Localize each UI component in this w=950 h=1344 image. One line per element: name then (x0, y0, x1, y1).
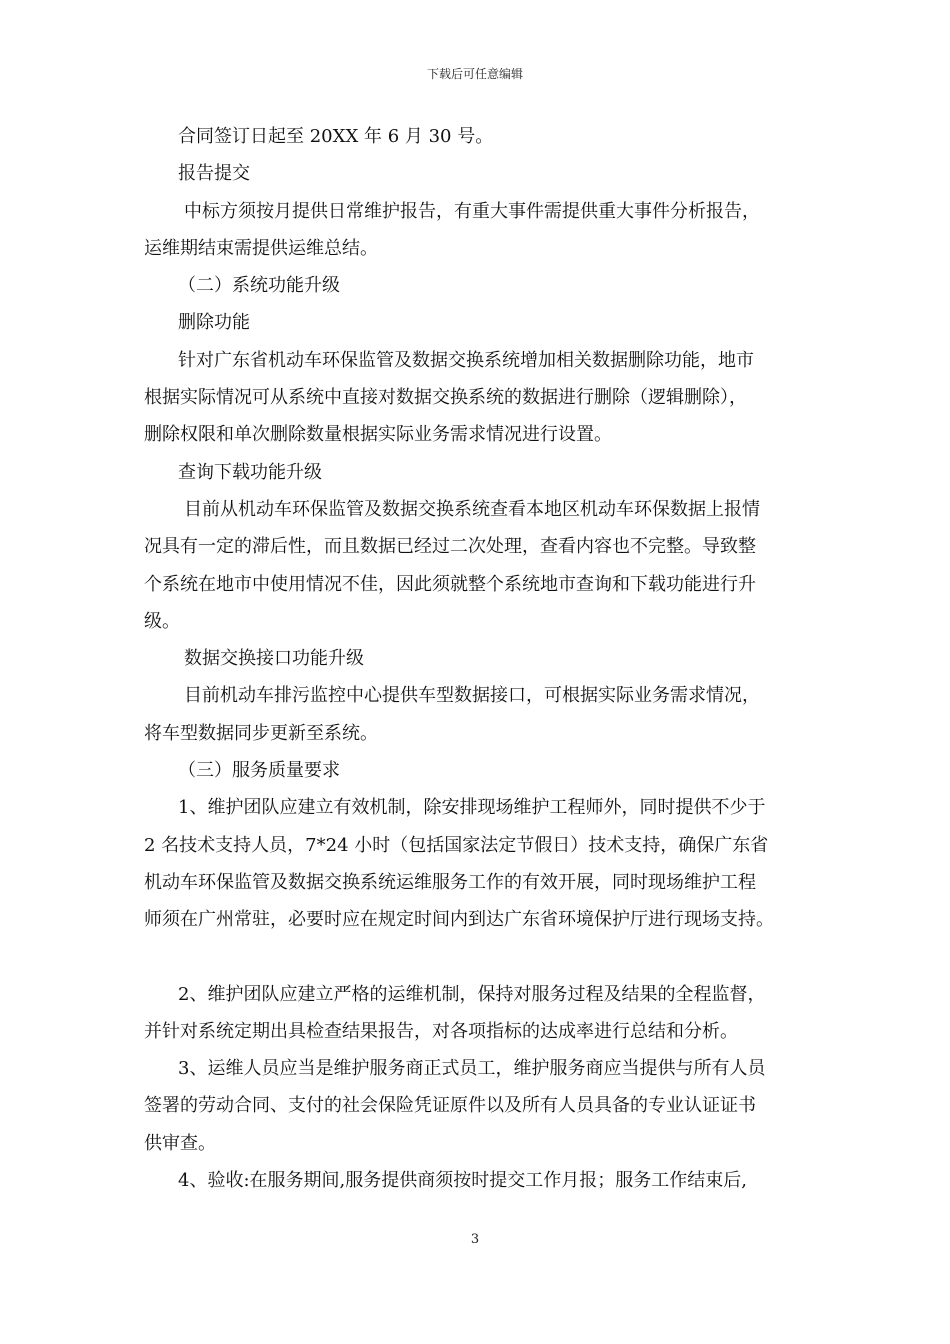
paragraph-line: 供审查。 (144, 1132, 216, 1154)
paragraph-line: 签署的劳动合同、支付的社会保险凭证原件以及所有人员具备的专业认证证书 (144, 1095, 756, 1117)
paragraph-line: 2 名技术支持人员，7*24 小时（包括国家法定节假日）技术支持，确保广东省 (144, 834, 769, 856)
heading-report-submission: 报告提交 (178, 163, 250, 185)
paragraph-line: 目前从机动车环保监管及数据交换系统查看本地区机动车环保数据上报情 (184, 498, 760, 520)
paragraph-line: 4、验收:在服务期间,服务提供商须按时提交工作月报；服务工作结束后, (178, 1170, 747, 1192)
paragraph-line: 机动车环保监管及数据交换系统运维服务工作的有效开展，同时现场维护工程 (144, 871, 756, 893)
paragraph-line: 况具有一定的滞后性，而且数据已经过二次处理，查看内容也不完整。导致整 (144, 536, 756, 558)
document-body (144, 118, 824, 1199)
paragraph-line: 运维期结束需提供运维总结。 (144, 237, 378, 259)
paragraph-line: 3、运维人员应当是维护服务商正式员工，维护服务商应当提供与所有人员 (178, 1058, 766, 1080)
page-number: 3 (470, 1232, 480, 1247)
paragraph-line: 删除权限和单次删除数量根据实际业务需求情况进行设置。 (144, 424, 612, 446)
section-heading-system-upgrade: （二）系统功能升级 (178, 275, 340, 297)
paragraph-line: 师须在广州常驻，必要时应在规定时间内到达广东省环境保护厅进行现场支持。 (144, 909, 774, 931)
page-header: 下载后可任意编辑 (426, 67, 523, 81)
paragraph-line: 个系统在地市中使用情况不佳，因此须就整个系统地市查询和下载功能进行升 (144, 573, 756, 595)
paragraph-line: 中标方须按月提供日常维护报告，有重大事件需提供重大事件分析报告， (184, 200, 760, 222)
paragraph-line: 根据实际情况可从系统中直接对数据交换系统的数据进行删除（逻辑删除）， (144, 387, 747, 409)
paragraph-line: 合同签订日起至 20XX 年 6 月 30 号。 (178, 126, 494, 147)
paragraph-line: 将车型数据同步更新至系统。 (144, 722, 378, 744)
paragraph-line: 级。 (144, 610, 180, 632)
paragraph-line: 2、维护团队应建立严格的运维机制，保持对服务过程及结果的全程监督， (178, 983, 766, 1005)
section-heading-service-quality: （三）服务质量要求 (178, 760, 340, 782)
heading-data-exchange-interface: 数据交换接口功能升级 (184, 648, 364, 670)
paragraph-gap (144, 939, 824, 976)
paragraph-line: 1、维护团队应建立有效机制，除安排现场维护工程师外，同时提供不少于 (178, 797, 766, 819)
heading-query-download-upgrade: 查询下载功能升级 (178, 461, 322, 483)
paragraph-line: 并针对系统定期出具检查结果报告，对各项指标的达成率进行总结和分析。 (144, 1020, 738, 1042)
paragraph-line: 目前机动车排污监控中心提供车型数据接口，可根据实际业务需求情况， (184, 685, 760, 707)
paragraph-line: 针对广东省机动车环保监管及数据交换系统增加相关数据删除功能，地市 (178, 349, 754, 371)
heading-delete-function: 删除功能 (178, 312, 250, 334)
